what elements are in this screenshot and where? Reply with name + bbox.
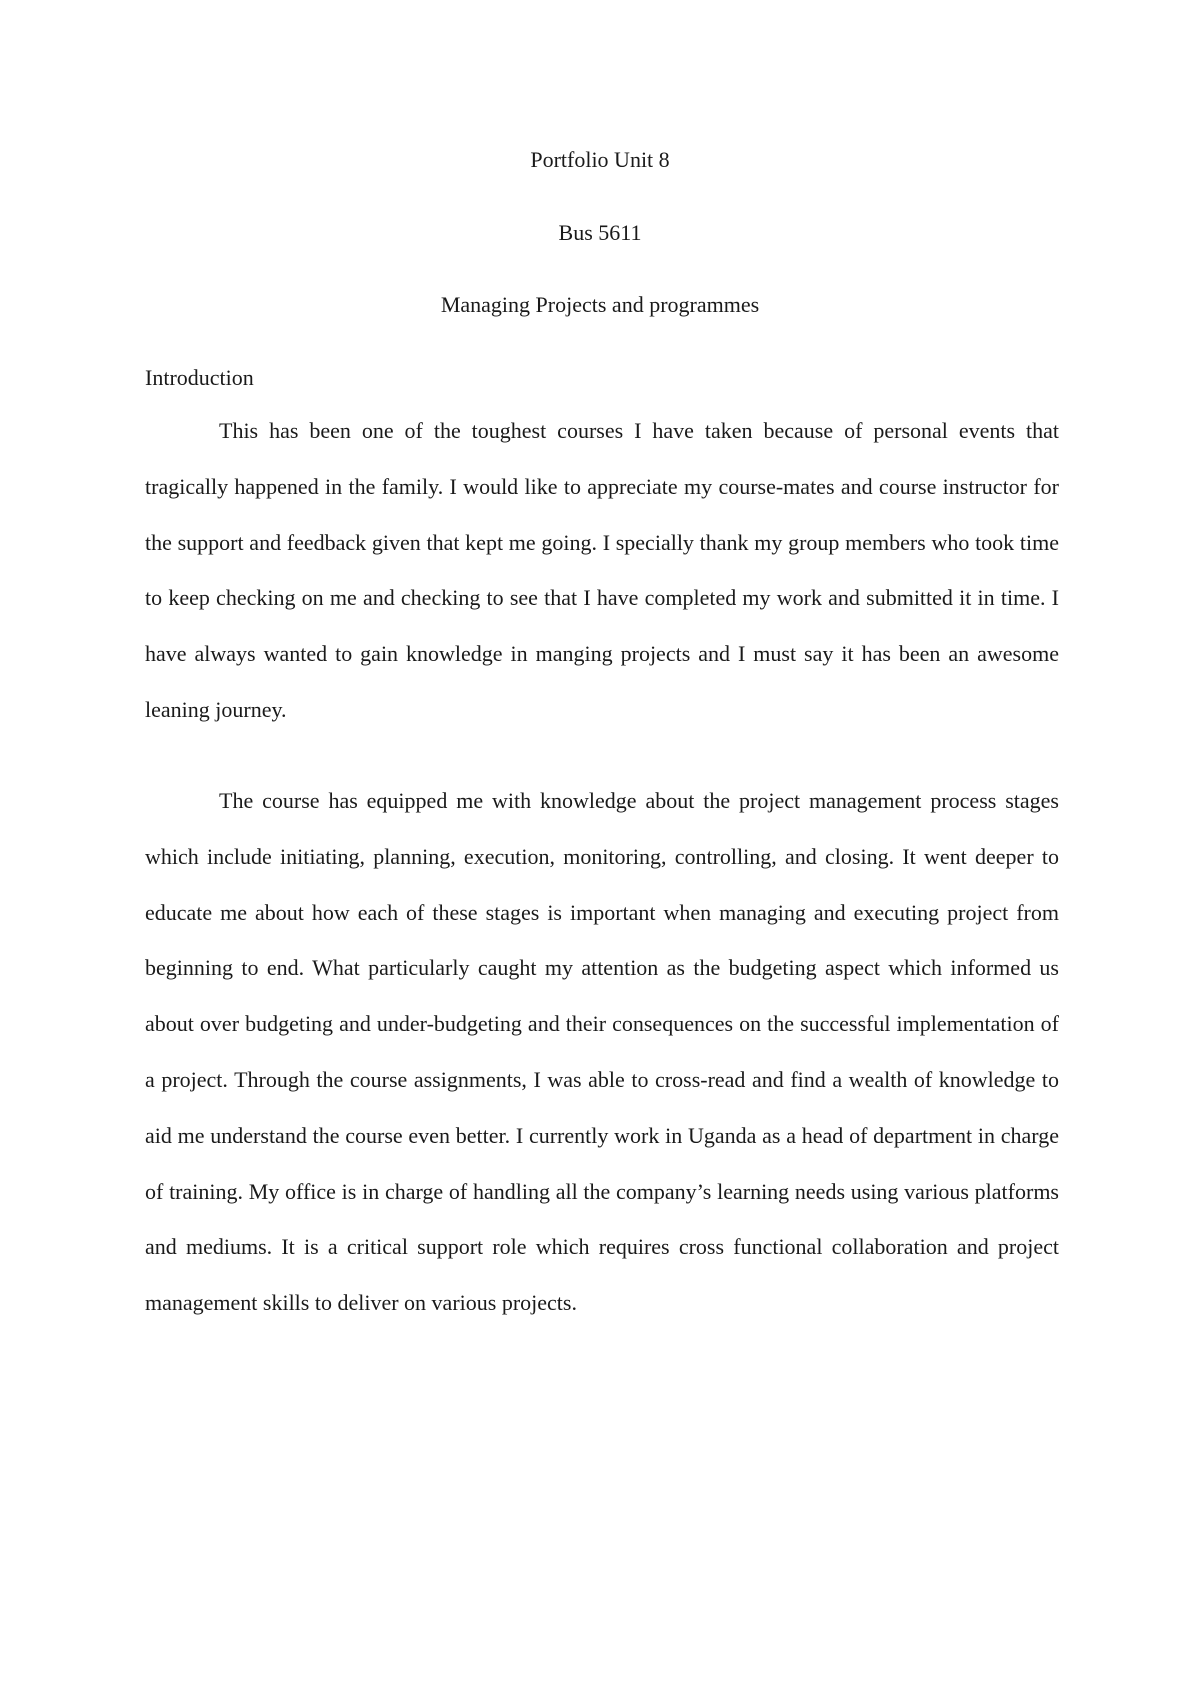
section-heading-introduction: Introduction — [145, 365, 254, 390]
body-paragraph: The course has equipped me with knowledge about the project management process stages which include initiating, planning, execution, monitoring, controlling, and closing. It went deeper to educate me about how each of these stages is important when managing and executing project from beginning to end. What particularly caught my attention as the budgeting aspect which informed us about over budgeting and under-budgeting and their consequences on the successful implementation of a project. Through the course assignments, I was able to cross-read and find a wealth of knowledge to aid me understand the course even better. I currently work in Uganda as a head of department in charge of training. My office is in charge of handling all the company’s learning needs using various platforms and mediums. It is a critical support role which requires cross functional collaboration and project management skills to deliver on various projects. — [145, 788, 1059, 1316]
course-code: Bus 5611 — [558, 220, 642, 245]
document-title: Portfolio Unit 8 — [530, 147, 670, 172]
body-paragraph: This has been one of the toughest courses I have taken because of personal events that tragically happened in the family. I would like to appreciate my course-mates and course instructor for the support and feedback given that kept me going. I specially thank my group members who took time to keep checking on me and checking to see that I have completed my work and submitted it in time. I have always wanted to gain knowledge in manging projects and I must say it has been an awesome leaning journey. — [145, 418, 1059, 722]
document-subtitle: Managing Projects and programmes — [440, 292, 760, 317]
